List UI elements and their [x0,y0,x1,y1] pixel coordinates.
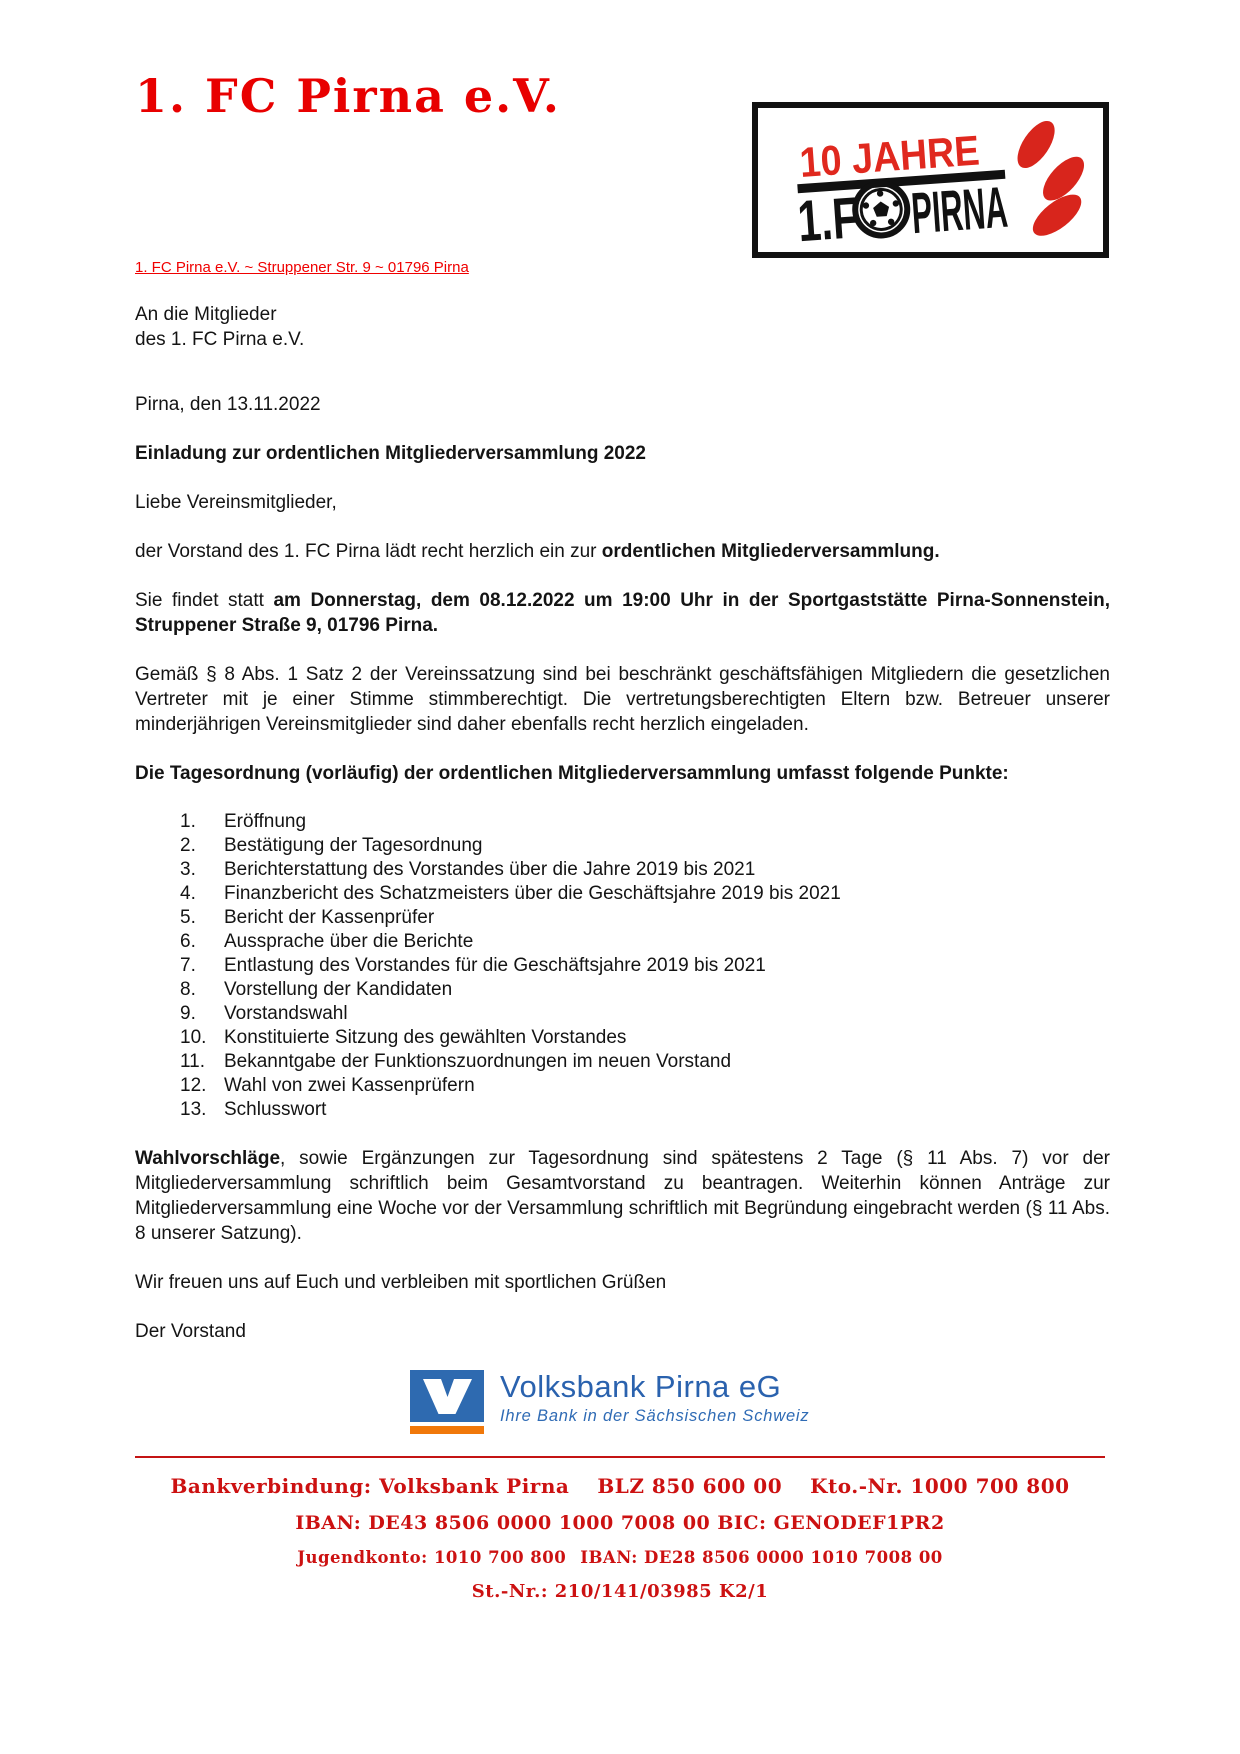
bank-text-block [500,1370,809,1426]
footer-blz: BLZ 850 600 00 [597,1474,783,1498]
motions-bold-text: Wahlvorschläge [135,1148,281,1169]
venue-bold-text: am Donnerstag, dem 08.12.2022 um 19:00 Uhr in der Sportgaststätte Pirna-Sonnenstein, Struppener Straße 9, 01796 Pirna. [135,590,1110,636]
intro-bold-text: ordentlichen Mitgliederversammlung. [601,541,940,562]
agenda-item: Bericht der Kassenprüfer [224,907,435,928]
footer-divider [135,1456,1105,1458]
volksbank-logo [410,1370,830,1434]
badge-anniversary-text: 10 JAHRE [798,125,1002,186]
venue-normal-text: Sie findet statt [135,590,274,611]
footer-youth-iban: IBAN: DE28 8506 0000 1010 7008 00 [580,1548,943,1567]
badge-wordmark-prefix: 1.F [795,183,884,255]
footer-youth-account: Jugendkonto: 1010 700 800 [297,1548,567,1567]
footer-bank-line [0,1474,1240,1498]
recipient-line: An die Mitglieder [135,304,277,325]
agenda-heading: Die Tagesordnung (vorläufig) der ordentlichen Mitgliederversammlung umfasst folgende Punkte: [135,763,1009,784]
agenda-item: Bekanntgabe der Funktionszuordnungen im neuen Vorstand [224,1051,732,1072]
agenda-item: Entlastung des Vorstandes für die Geschäftsjahre 2019 bis 2021 [224,955,766,976]
footer-account-number: Kto.-Nr. 1000 700 800 [810,1474,1070,1498]
agenda-item: Wahl von zwei Kassenprüfern [224,1075,475,1096]
agenda-item: Berichterstattung des Vorstandes über die Jahre 2019 bis 2021 [224,859,756,880]
page-title: 1. FC Pirna e.V. [135,69,561,123]
bank-name: Volksbank Pirna eG [500,1369,782,1404]
volksbank-v-icon [410,1370,484,1434]
agenda-item: Finanzbericht des Schatzmeisters über die Geschäftsjahre 2019 bis 2021 [224,883,841,904]
paragraph-legal: Gemäß § 8 Abs. 1 Satz 2 der Vereinssatzung sind bei beschränkt geschäftsfähigen Mitgliedern die gesetzlichen Vertreter mit je einer Stimme stimmberechtigt. Die vertretungsberechtigten Eltern bzw. Betreuer unserer minderjährigen Vereinsmitglieder sind daher ebenfalls recht herzlich eingeladen. [135,664,1110,735]
footer-bank-label: Bankverbindung: Volksbank Pirna [170,1474,570,1498]
footer-youth-account-line [0,1548,1240,1567]
footer-iban-line: IBAN: DE43 8506 0000 1000 7008 00 BIC: GENODEF1PR2 [295,1512,945,1534]
date-line: Pirna, den 13.11.2022 [135,394,321,415]
motions-normal-text: , sowie Ergänzungen zur Tagesordnung sind spätestens 2 Tage (§ 11 Abs. 7) vor der Mitgliederversammlung schriftlich beim Gesamtvorstand zu beantragen. Weiterhin können Anträge zur Mitgliederversammlung eine Woche vor der Versammlung schriftlich mit Begründung eingebracht werden (§ 11 Abs. 8 unserer Satzung). [135,1148,1110,1244]
club-badge [752,102,1109,258]
closing-line: Wir freuen uns auf Euch und verbleiben mit sportlichen Grüßen [135,1272,667,1293]
recipient-block [135,302,1110,352]
agenda-item: Bestätigung der Tagesordnung [224,835,483,856]
agenda-item: Vorstellung der Kandidaten [224,979,453,1000]
agenda-item: Eröffnung [224,811,307,832]
agenda-list [135,810,1110,1122]
soccer-ball-icon [853,182,909,238]
salutation-line: Liebe Vereinsmitglieder, [135,492,337,513]
signature-line: Der Vorstand [135,1321,246,1342]
paragraph-intro [135,539,1110,564]
recipient-line: des 1. FC Pirna e.V. [135,329,305,350]
subject-line: Einladung zur ordentlichen Mitgliederversammlung 2022 [135,443,646,464]
bank-tagline: Ihre Bank in der Sächsischen Schweiz [500,1407,810,1425]
intro-normal-text: der Vorstand des 1. FC Pirna lädt recht herzlich ein zur [135,541,602,562]
badge-wordmark-suffix: PIRNA [909,168,1094,247]
sender-address-line: 1. FC Pirna e.V. ~ Struppener Str. 9 ~ 01796 Pirna [135,259,469,276]
agenda-item: Schlusswort [224,1099,327,1120]
agenda-item: Vorstandswahl [224,1003,348,1024]
agenda-item: Konstituierte Sitzung des gewählten Vorstandes [224,1027,627,1048]
paragraph-motions [135,1146,1110,1246]
agenda-item: Aussprache über die Berichte [224,931,474,952]
footer-tax-line: St.-Nr.: 210/141/03985 K2/1 [471,1581,769,1602]
paragraph-venue [135,588,1110,638]
